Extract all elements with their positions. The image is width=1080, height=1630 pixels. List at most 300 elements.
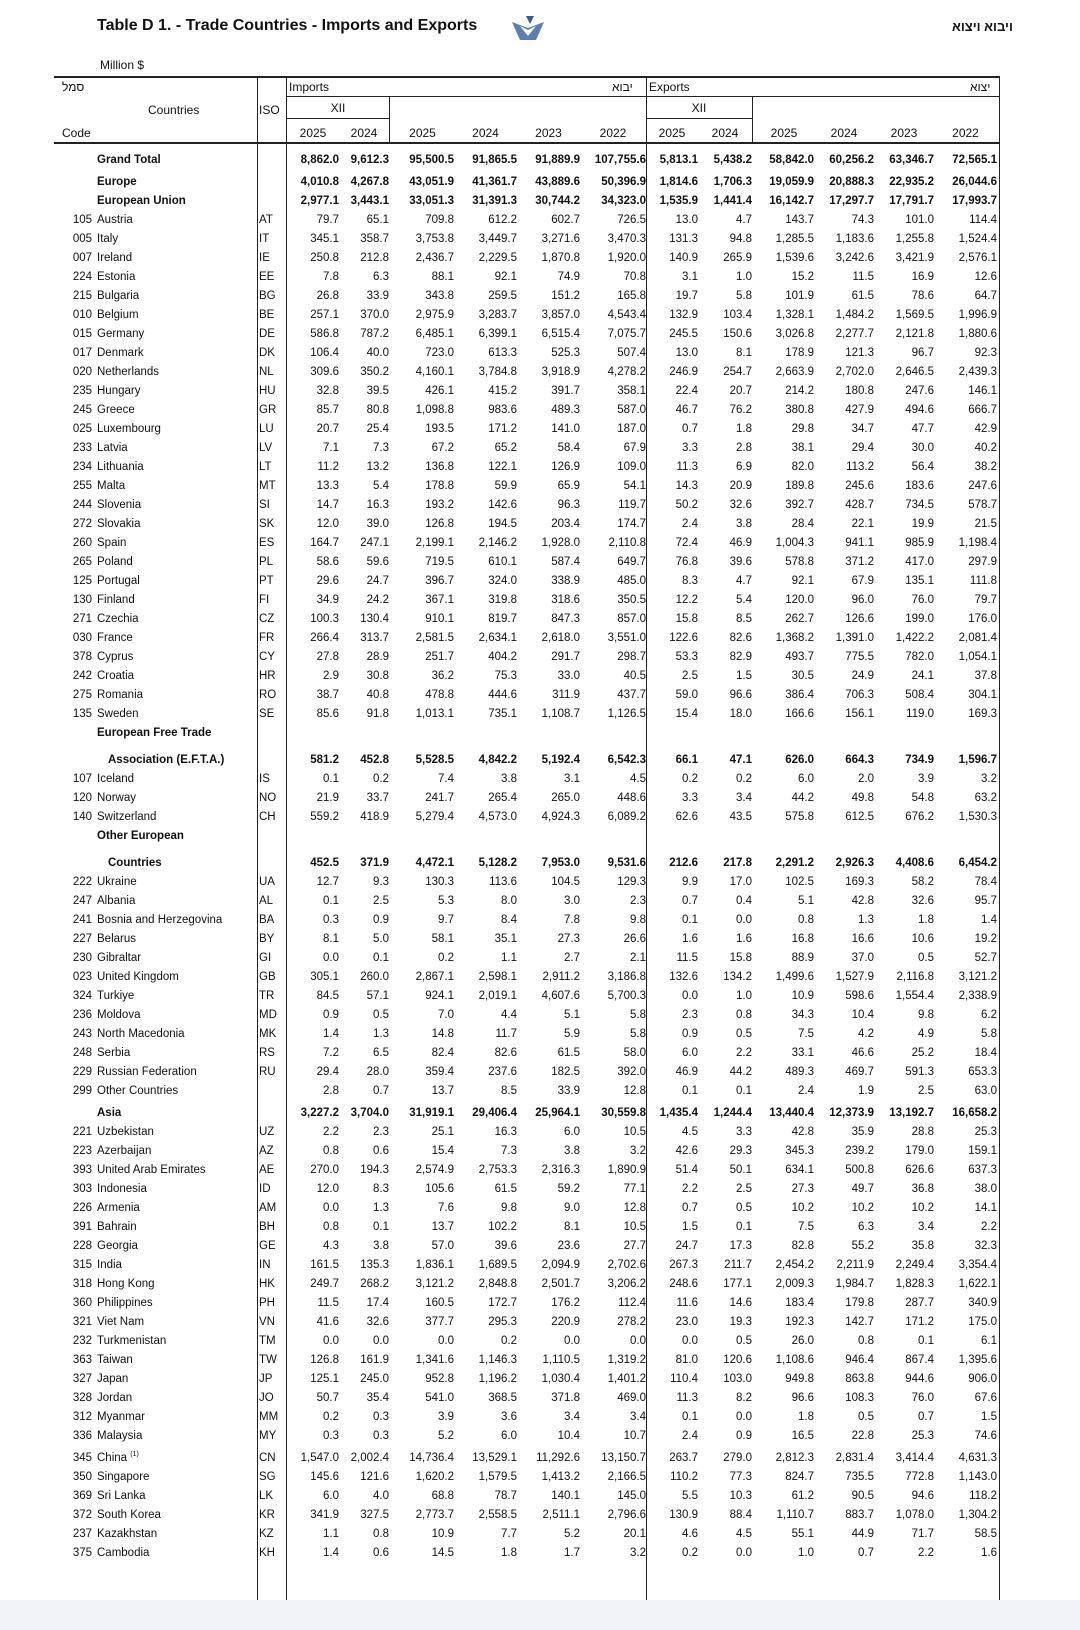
imports-value: 2,019.1 xyxy=(478,990,517,1002)
imports-value: 193.2 xyxy=(425,499,454,511)
iso-code: ES xyxy=(259,537,275,549)
table-row xyxy=(0,1293,1080,1312)
exports-value: 944.6 xyxy=(905,1373,934,1385)
name-text: Countries xyxy=(108,857,162,869)
country-code: 327 xyxy=(72,1373,92,1385)
country-code: 315 xyxy=(72,1259,92,1271)
exports-value: 0.5 xyxy=(918,952,934,964)
imports-value: 1,341.6 xyxy=(415,1354,454,1366)
imports-value: 171.2 xyxy=(488,423,517,435)
imports-value: 29.4 xyxy=(316,1066,339,1078)
exports-value: 34.7 xyxy=(851,423,874,435)
exports-value: 2,926.3 xyxy=(835,857,874,869)
imports-value: 145.0 xyxy=(617,1490,646,1502)
imports-value: 20.7 xyxy=(316,423,339,435)
iso-code: NO xyxy=(259,792,277,804)
exports-value: 0.7 xyxy=(682,423,698,435)
exports-value: 63,346.7 xyxy=(889,154,934,166)
country-name xyxy=(97,1547,257,1559)
imports-value: 1,920.0 xyxy=(607,252,646,264)
exports-value: 36.8 xyxy=(911,1183,934,1195)
exports-value: 81.0 xyxy=(675,1354,698,1366)
table-top-rule xyxy=(54,76,1000,78)
imports-value: 33.9 xyxy=(557,1085,580,1097)
imports-value: 8.3 xyxy=(373,1183,389,1195)
imports-value: 237.6 xyxy=(488,1066,517,1078)
imports-value: 67.2 xyxy=(431,442,454,454)
imports-value: 341.9 xyxy=(310,1509,339,1521)
imports-value: 16.3 xyxy=(366,499,389,511)
imports-value: 5.1 xyxy=(564,1009,580,1021)
exports-value: 25.3 xyxy=(911,1430,934,1442)
imports-value: 41,361.7 xyxy=(472,176,517,188)
exports-value: 30.5 xyxy=(791,670,814,682)
iso-code: GR xyxy=(259,404,277,416)
country-code: 227 xyxy=(72,933,92,945)
year-header: 2023 xyxy=(890,126,918,140)
imports-value: 4,010.8 xyxy=(300,176,339,188)
imports-value: 1,620.2 xyxy=(415,1471,454,1483)
imports-value: 107,755.6 xyxy=(594,154,646,166)
table-row xyxy=(0,1179,1080,1198)
imports-value: 91,865.5 xyxy=(472,154,517,166)
imports-value: 119.7 xyxy=(618,499,646,511)
imports-value: 0.0 xyxy=(323,1335,339,1347)
exports-value: 10.2 xyxy=(851,1202,874,1214)
imports-value: 12.8 xyxy=(623,1202,646,1214)
imports-value: 5.9 xyxy=(564,1028,580,1040)
imports-value: 1,098.8 xyxy=(415,404,454,416)
imports-value: 266.4 xyxy=(310,632,339,644)
exports-value: 1.6 xyxy=(981,1547,997,1559)
exports-value: 734.5 xyxy=(905,499,934,511)
imports-value: 857.0 xyxy=(617,613,646,625)
name-text: Austria xyxy=(97,214,133,226)
exports-month-header: XII xyxy=(691,101,707,115)
imports-value: 220.9 xyxy=(551,1316,580,1328)
country-code: 245 xyxy=(72,404,92,416)
table-row xyxy=(0,788,1080,807)
exports-value: 883.7 xyxy=(845,1509,874,1521)
name-text: Poland xyxy=(97,556,133,568)
name-text: Georgia xyxy=(97,1240,138,1252)
exports-xii-rule xyxy=(646,118,752,119)
imports-value: 193.5 xyxy=(425,423,454,435)
exports-value: 1.4 xyxy=(981,914,997,926)
imports-value: 77.1 xyxy=(623,1183,646,1195)
exports-month-divider xyxy=(752,96,753,144)
exports-value: 217.8 xyxy=(723,857,752,869)
name-text: Slovenia xyxy=(97,499,142,511)
imports-value: 151.2 xyxy=(551,290,580,302)
imports-value: 0.2 xyxy=(323,1411,339,1423)
imports-value: 338.9 xyxy=(551,575,580,587)
table-row xyxy=(0,533,1080,552)
country-name xyxy=(97,876,257,888)
imports-value: 343.8 xyxy=(425,290,454,302)
exports-value: 8.2 xyxy=(736,1392,752,1404)
exports-value: 21.5 xyxy=(974,518,997,530)
exports-value: 1,527.9 xyxy=(835,971,874,983)
table-row xyxy=(0,1043,1080,1062)
imports-value: 194.3 xyxy=(360,1164,389,1176)
exports-value: 15.2 xyxy=(791,271,814,283)
country-name xyxy=(97,480,257,492)
imports-value: 14,736.4 xyxy=(409,1452,454,1464)
iso-code: TR xyxy=(259,990,275,1002)
imports-value: 57.1 xyxy=(366,990,389,1002)
name-text: United Kingdom xyxy=(97,971,179,983)
imports-value: 5,700.3 xyxy=(607,990,646,1002)
imports-value: 25.1 xyxy=(431,1126,454,1138)
country-code: 303 xyxy=(72,1183,92,1195)
country-code: 235 xyxy=(72,385,92,397)
exports-value: 5.4 xyxy=(736,594,752,606)
exports-value: 43.5 xyxy=(729,811,752,823)
imports-value: 787.2 xyxy=(360,328,389,340)
exports-value: 10.4 xyxy=(851,1009,874,1021)
imports-value: 9.3 xyxy=(373,876,389,888)
table-row xyxy=(0,1407,1080,1426)
imports-value: 5.2 xyxy=(564,1528,580,1540)
exports-value: 2,702.0 xyxy=(835,366,874,378)
imports-value: 7.8 xyxy=(564,914,580,926)
country-name xyxy=(97,613,257,625)
table-row xyxy=(0,381,1080,400)
year-header: 2024 xyxy=(350,126,378,140)
exports-value: 3.1 xyxy=(682,271,698,283)
imports-value: 5.4 xyxy=(373,480,389,492)
imports-value: 2,867.1 xyxy=(415,971,454,983)
imports-value: 270.0 xyxy=(310,1164,339,1176)
exports-value: 92.1 xyxy=(791,575,814,587)
imports-value: 350.2 xyxy=(360,366,389,378)
exports-value: 146.1 xyxy=(968,385,997,397)
exports-value: 0.5 xyxy=(736,1335,752,1347)
imports-value: 391.7 xyxy=(551,385,580,397)
name-text: Myanmar xyxy=(97,1411,145,1423)
imports-value: 14.8 xyxy=(431,1028,454,1040)
imports-value: 2,702.6 xyxy=(607,1259,646,1271)
exports-value: 0.1 xyxy=(682,914,698,926)
exports-value: 493.7 xyxy=(785,651,814,663)
name-text: Switzerland xyxy=(97,811,157,823)
country-code: 020 xyxy=(72,366,92,378)
imports-value: 371.9 xyxy=(360,857,389,869)
imports-value: 74.9 xyxy=(557,271,580,283)
country-code: 120 xyxy=(72,792,92,804)
exports-value: 199.0 xyxy=(905,613,934,625)
imports-value: 525.3 xyxy=(551,347,580,359)
iso-code: MK xyxy=(259,1028,277,1040)
imports-value: 3.8 xyxy=(564,1145,580,1157)
iso-code: RO xyxy=(259,689,277,701)
imports-value: 3.9 xyxy=(438,1411,454,1423)
iso-code: UA xyxy=(259,876,275,888)
imports-value: 11,292.6 xyxy=(536,1452,580,1464)
imports-value: 38.7 xyxy=(316,689,339,701)
imports-value: 251.7 xyxy=(425,651,454,663)
exports-value: 3,414.4 xyxy=(895,1452,934,1464)
name-text: Romania xyxy=(97,689,144,701)
exports-value: 247.6 xyxy=(905,385,934,397)
imports-value: 5.8 xyxy=(630,1009,646,1021)
imports-value: 1,319.2 xyxy=(607,1354,646,1366)
exports-value: 94.6 xyxy=(911,1490,934,1502)
exports-value: 1,569.5 xyxy=(895,309,934,321)
imports-value: 122.1 xyxy=(488,461,517,473)
footnote-marker: (1) xyxy=(130,1451,139,1459)
table-row xyxy=(0,267,1080,286)
imports-value: 613.3 xyxy=(488,347,517,359)
imports-value: 12.0 xyxy=(316,518,339,530)
exports-value: 2,454.2 xyxy=(775,1259,814,1271)
imports-value: 0.3 xyxy=(373,1411,389,1423)
imports-value: 35.4 xyxy=(366,1392,389,1404)
country-name xyxy=(97,651,257,663)
imports-value: 7.2 xyxy=(323,1047,339,1059)
year-header: 2023 xyxy=(535,126,562,140)
imports-value: 2,166.5 xyxy=(607,1471,646,1483)
country-code: 224 xyxy=(72,271,92,283)
exports-value: 2,277.7 xyxy=(835,328,874,340)
country-name xyxy=(97,1047,257,1059)
country-name xyxy=(97,1430,257,1442)
exports-value: 1,004.3 xyxy=(775,537,814,549)
country-code: 226 xyxy=(72,1202,92,1214)
exports-value: 824.7 xyxy=(785,1471,814,1483)
table-title: Table D 1. - Trade Countries - Imports and Exports xyxy=(97,17,478,34)
imports-month-divider xyxy=(389,96,390,144)
exports-value: 169.3 xyxy=(845,876,874,888)
country-name xyxy=(97,594,257,606)
imports-value: 4.5 xyxy=(630,773,646,785)
exports-value: 143.7 xyxy=(785,214,814,226)
exports-value: 50.2 xyxy=(675,499,698,511)
exports-value: 72,565.1 xyxy=(952,154,997,166)
exports-value: 46.9 xyxy=(675,1066,698,1078)
imports-value: 57.0 xyxy=(431,1240,454,1252)
imports-value: 404.2 xyxy=(488,651,517,663)
exports-value: 82.0 xyxy=(791,461,814,473)
exports-value: 469.7 xyxy=(845,1066,874,1078)
exports-value: 44.2 xyxy=(729,1066,752,1078)
exports-value: 18.0 xyxy=(729,708,752,720)
exports-value: 2,009.3 xyxy=(775,1278,814,1290)
iso-code: KH xyxy=(259,1547,275,1559)
imports-value: 33.7 xyxy=(366,792,389,804)
country-code: 299 xyxy=(72,1085,92,1097)
exports-value: 24.1 xyxy=(911,670,934,682)
name-text: Kazakhstan xyxy=(97,1528,158,1540)
exports-value: 71.7 xyxy=(911,1528,934,1540)
imports-value: 418.9 xyxy=(360,811,389,823)
imports-value: 3,753.8 xyxy=(415,233,454,245)
imports-value: 2,598.1 xyxy=(478,971,517,983)
exports-value: 19.7 xyxy=(675,290,698,302)
exports-value: 2,081.4 xyxy=(958,632,997,644)
imports-value: 82.6 xyxy=(494,1047,517,1059)
exports-value: 189.8 xyxy=(785,480,814,492)
exports-value: 12.6 xyxy=(974,271,997,283)
exports-value: 103.4 xyxy=(723,309,752,321)
imports-value: 2.8 xyxy=(323,1085,339,1097)
table-row xyxy=(0,1524,1080,1543)
exports-value: 265.9 xyxy=(723,252,752,264)
exports-value: 16,142.7 xyxy=(769,195,814,207)
name-text: Ukraine xyxy=(97,876,137,888)
exports-value: 180.8 xyxy=(845,385,874,397)
exports-value: 101.9 xyxy=(785,290,814,302)
imports-value: 2,975.9 xyxy=(415,309,454,321)
imports-value: 126.9 xyxy=(551,461,580,473)
exports-value: 179.8 xyxy=(845,1297,874,1309)
imports-value: 396.7 xyxy=(425,575,454,587)
table-row xyxy=(0,571,1080,590)
exports-value: 6.0 xyxy=(682,1047,698,1059)
exports-value: 37.0 xyxy=(851,952,874,964)
exports-value: 1.8 xyxy=(736,423,752,435)
table-row xyxy=(0,1198,1080,1217)
exports-value: 1,078.0 xyxy=(895,1509,934,1521)
table-row xyxy=(0,1467,1080,1486)
exports-value: 1,524.4 xyxy=(958,233,997,245)
imports-value: 9,612.3 xyxy=(350,154,389,166)
exports-value: 0.0 xyxy=(736,1547,752,1559)
year-header: 2022 xyxy=(599,126,627,140)
exports-value: 0.0 xyxy=(682,1335,698,1347)
exports-value: 2.2 xyxy=(736,1047,752,1059)
country-name xyxy=(97,1066,257,1078)
country-code: 260 xyxy=(72,537,92,549)
table-row xyxy=(0,343,1080,362)
exports-value: 1.3 xyxy=(858,914,874,926)
imports-value: 392.0 xyxy=(617,1066,646,1078)
imports-value: 370.0 xyxy=(360,309,389,321)
imports-value: 140.1 xyxy=(551,1490,580,1502)
exports-value: 1,880.6 xyxy=(958,328,997,340)
exports-value: 1.5 xyxy=(736,670,752,682)
exports-value: 1.6 xyxy=(736,933,752,945)
iso-code: AM xyxy=(259,1202,277,1214)
table-row xyxy=(0,723,1080,742)
imports-value: 318.6 xyxy=(551,594,580,606)
exports-value: 134.2 xyxy=(723,971,752,983)
name-text: Czechia xyxy=(97,613,139,625)
table-row xyxy=(0,704,1080,723)
imports-value: 58.0 xyxy=(623,1047,646,1059)
name-text: Russian Federation xyxy=(97,1066,197,1078)
exports-value: 28.8 xyxy=(911,1126,934,1138)
name-text: Lithuania xyxy=(97,461,144,473)
exports-value: 78.4 xyxy=(974,876,997,888)
exports-value: 508.4 xyxy=(905,689,934,701)
exports-value: 119.0 xyxy=(906,708,934,720)
exports-value: 1,622.1 xyxy=(958,1278,997,1290)
exports-value: 44.2 xyxy=(791,792,814,804)
name-text: Sweden xyxy=(97,708,139,720)
imports-value: 3,227.2 xyxy=(300,1107,339,1119)
country-name xyxy=(97,518,257,530)
exports-value: 626.0 xyxy=(785,754,814,766)
imports-value: 6.0 xyxy=(501,1430,517,1442)
imports-value: 27.7 xyxy=(623,1240,646,1252)
exports-value: 637.3 xyxy=(968,1164,997,1176)
name-text: Belgium xyxy=(97,309,139,321)
imports-value: 0.3 xyxy=(323,914,339,926)
exports-value: 428.7 xyxy=(845,499,874,511)
imports-value: 3.8 xyxy=(373,1240,389,1252)
imports-value: 0.7 xyxy=(373,1085,389,1097)
exports-value: 126.6 xyxy=(845,613,874,625)
exports-value: 29.8 xyxy=(791,423,814,435)
name-text: Other Countries xyxy=(97,1085,179,1097)
imports-value: 324.0 xyxy=(488,575,517,587)
country-code: 130 xyxy=(72,594,92,606)
imports-value: 1,196.2 xyxy=(478,1373,517,1385)
exports-value: 46.9 xyxy=(729,537,752,549)
country-code: 017 xyxy=(72,347,92,359)
imports-value: 6,399.1 xyxy=(478,328,517,340)
imports-value: 58.1 xyxy=(431,933,454,945)
imports-value: 3,186.8 xyxy=(607,971,646,983)
exports-value: 2,831.4 xyxy=(835,1452,874,1464)
exports-value: 20,888.3 xyxy=(829,176,874,188)
imports-value: 161.5 xyxy=(310,1259,339,1271)
country-code: 105 xyxy=(72,214,92,226)
exports-value: 2.8 xyxy=(736,442,752,454)
exports-value: 2.4 xyxy=(682,518,698,530)
exports-value: 49.7 xyxy=(851,1183,874,1195)
imports-value: 723.0 xyxy=(425,347,454,359)
exports-value: 3.8 xyxy=(736,518,752,530)
imports-value: 4,472.1 xyxy=(415,857,454,869)
imports-value: 1,110.5 xyxy=(542,1354,580,1366)
imports-value: 8.5 xyxy=(501,1085,517,1097)
imports-value: 10.7 xyxy=(623,1430,646,1442)
country-code: 237 xyxy=(72,1528,92,1540)
imports-value: 265.0 xyxy=(551,792,580,804)
country-code: 015 xyxy=(72,328,92,340)
name-text: Association (E.F.T.A.) xyxy=(108,754,225,766)
exports-value: 0.7 xyxy=(858,1547,874,1559)
exports-value: 0.9 xyxy=(682,1028,698,1040)
imports-value: 5,528.5 xyxy=(415,754,454,766)
iso-code: UZ xyxy=(259,1126,275,1138)
imports-value: 4.0 xyxy=(373,1490,389,1502)
exports-value: 38.2 xyxy=(974,461,997,473)
imports-value: 130.4 xyxy=(360,613,389,625)
country-code: 393 xyxy=(72,1164,92,1176)
exports-value: 340.9 xyxy=(968,1297,997,1309)
imports-value: 735.1 xyxy=(488,708,517,720)
exports-value: 50.1 xyxy=(729,1164,752,1176)
imports-value: 31,919.1 xyxy=(409,1107,454,1119)
imports-value: 1,126.5 xyxy=(607,708,646,720)
imports-value: 257.1 xyxy=(310,309,339,321)
name-text: Turkiye xyxy=(97,990,135,1002)
exports-value: 0.1 xyxy=(682,1411,698,1423)
imports-value: 2,848.8 xyxy=(478,1278,517,1290)
exports-value: 132.6 xyxy=(669,971,698,983)
country-name xyxy=(97,461,257,473)
exports-value: 6.3 xyxy=(858,1221,874,1233)
imports-value: 3,283.7 xyxy=(478,309,517,321)
imports-value: 2,110.8 xyxy=(608,537,646,549)
exports-value: 1,368.2 xyxy=(775,632,814,644)
exports-value: 78.6 xyxy=(911,290,934,302)
exports-value: 4.2 xyxy=(858,1028,874,1040)
